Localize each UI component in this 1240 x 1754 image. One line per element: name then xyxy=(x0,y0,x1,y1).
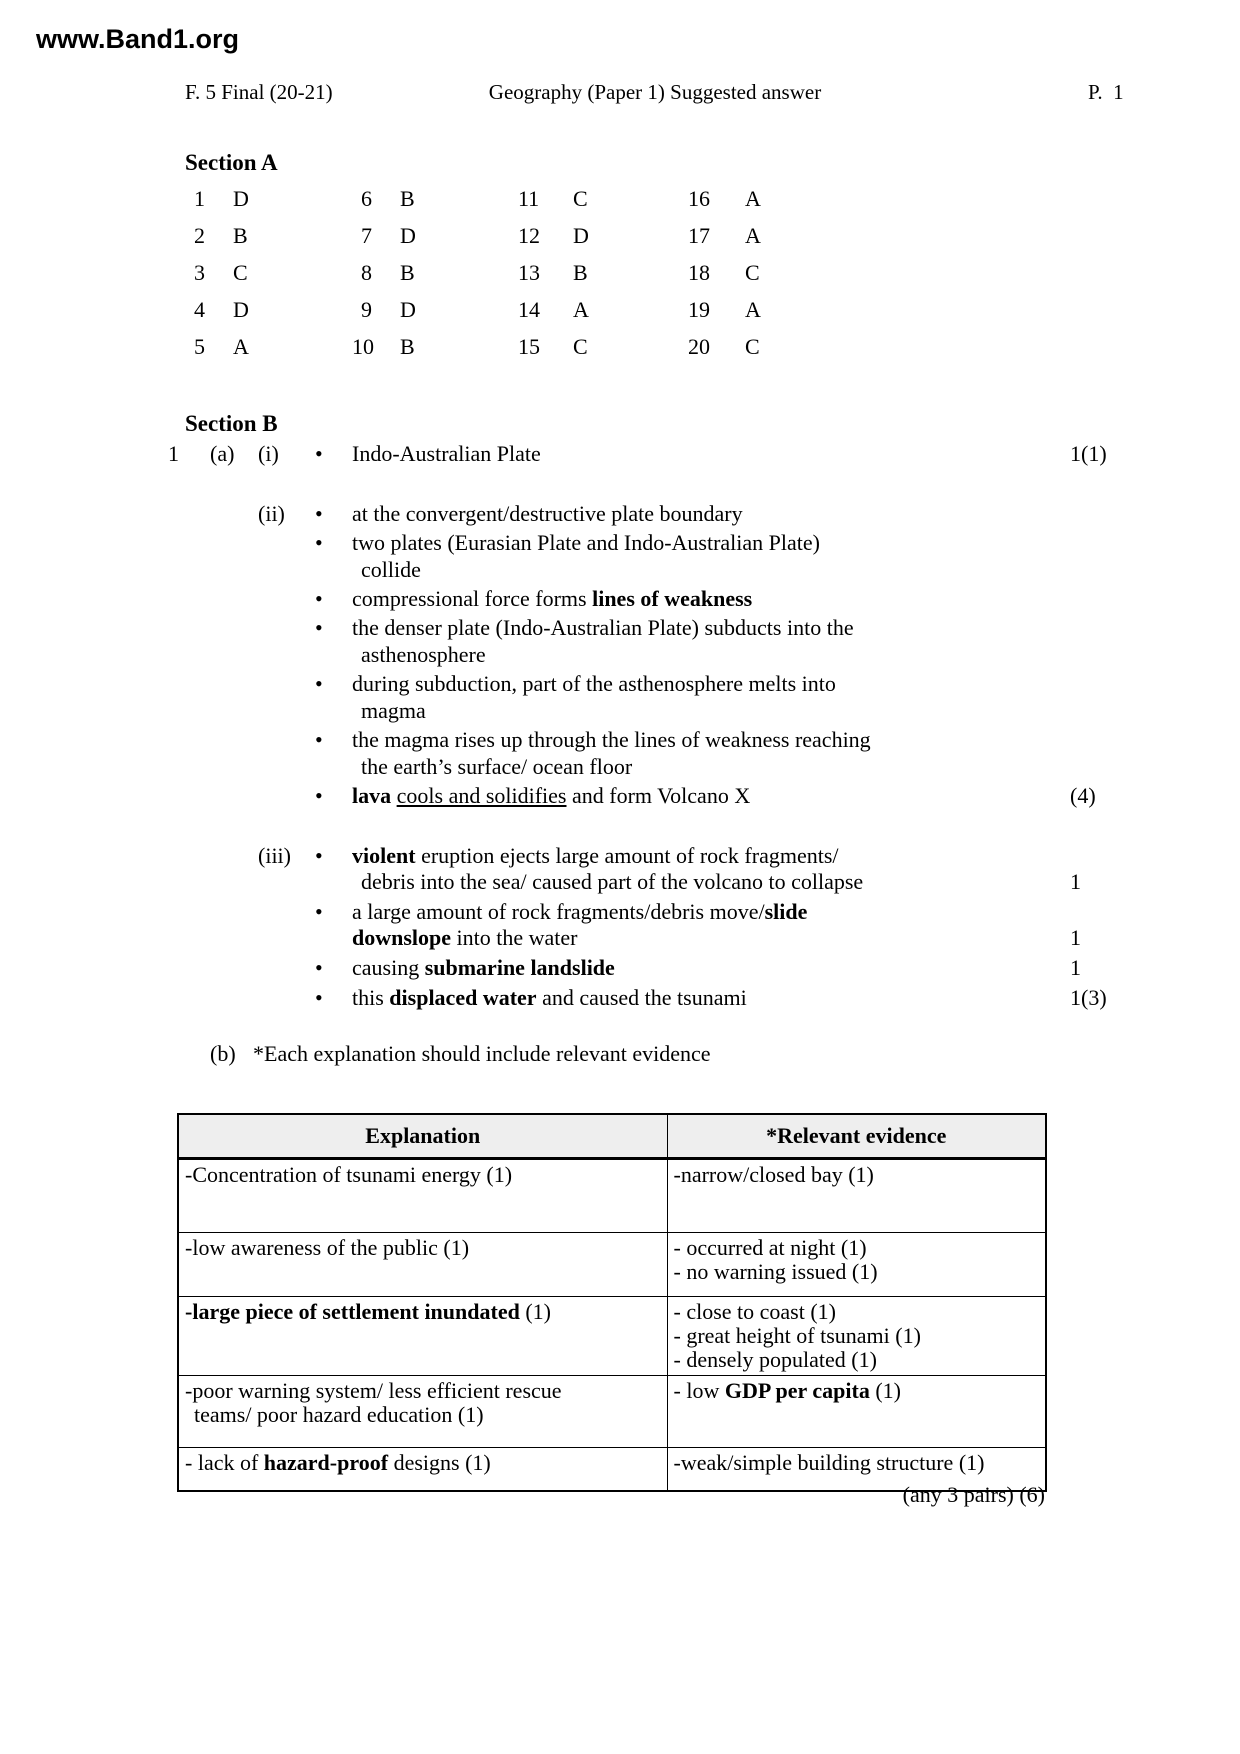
bullet-marker: • xyxy=(315,783,323,808)
answer-line xyxy=(0,529,1240,583)
answer-text: lava cools and solidifies and form Volcano X xyxy=(352,783,751,808)
mc-answer: D xyxy=(233,186,249,211)
mc-answer: C xyxy=(745,334,760,359)
answer-line xyxy=(0,500,1240,527)
table-header-explanation: Explanation xyxy=(178,1114,667,1159)
table-row xyxy=(178,1159,1046,1233)
mc-number: 1 xyxy=(194,186,205,211)
answer-line xyxy=(0,955,1240,981)
mc-number: 4 xyxy=(194,297,205,322)
bullet-marker: • xyxy=(315,727,323,752)
marks-value: 1 xyxy=(1070,955,1081,980)
section-b-title: Section B xyxy=(185,411,278,436)
answer-text: a large amount of rock fragments/debris move/slide downslope into the water xyxy=(352,899,808,950)
evidence-cell: - occurred at night (1) - no warning issued (1) xyxy=(667,1233,1046,1297)
mc-answer: A xyxy=(233,334,249,359)
bullet-marker: • xyxy=(315,899,323,924)
mc-number: 3 xyxy=(194,260,205,285)
answer-line xyxy=(0,843,1240,895)
mc-answer: A xyxy=(573,297,589,322)
mc-number: 16 xyxy=(688,186,710,211)
mc-answer: D xyxy=(573,223,589,248)
answer-part-i xyxy=(0,440,1240,467)
watermark: www.Band1.org xyxy=(36,24,240,54)
answer-line xyxy=(0,670,1240,724)
mc-answer: A xyxy=(745,223,761,248)
part-label: (iii) xyxy=(258,843,291,868)
question-sub-label: (a) xyxy=(210,441,235,466)
table-row xyxy=(178,1376,1046,1448)
mc-answer: B xyxy=(400,260,415,285)
bullet-marker: • xyxy=(315,501,323,526)
mc-number: 20 xyxy=(688,334,710,359)
table-row xyxy=(178,1233,1046,1297)
part-b-note xyxy=(210,1041,711,1067)
mc-answer: D xyxy=(400,297,416,322)
bullet-marker: • xyxy=(315,530,323,555)
marks-value: 1 xyxy=(1070,925,1081,950)
mc-answer: C xyxy=(745,260,760,285)
table-footnote: (any 3 pairs) (6) xyxy=(902,1482,1045,1507)
mc-number: 11 xyxy=(518,186,540,211)
marks-value: 1(3) xyxy=(1070,985,1107,1010)
answer-text: compressional force forms lines of weakness xyxy=(352,586,753,611)
marks-value: (4) xyxy=(1070,783,1096,808)
mc-number: 5 xyxy=(194,334,205,359)
section-a-title: Section A xyxy=(185,150,278,175)
explanation-cell: -poor warning system/ less efficient rescue teams/ poor hazard education (1) xyxy=(178,1376,667,1448)
evidence-cell: - low GDP per capita (1) xyxy=(667,1376,1046,1448)
bullet-marker: • xyxy=(315,615,323,640)
answer-text: two plates (Eurasian Plate and Indo-Australian Plate) collide xyxy=(352,530,820,582)
mc-answer: C xyxy=(573,186,588,211)
mc-answer: B xyxy=(233,223,248,248)
evidence-table xyxy=(177,1113,1047,1492)
mc-number: 12 xyxy=(518,223,540,248)
mc-number: 18 xyxy=(688,260,710,285)
question-number: 1 xyxy=(168,441,179,466)
part-label: (ii) xyxy=(258,501,285,526)
mc-answer: D xyxy=(233,297,249,322)
mc-answer: B xyxy=(400,186,415,211)
mc-answer-grid xyxy=(185,186,828,371)
mc-number: 13 xyxy=(518,260,540,285)
answer-part-ii xyxy=(0,500,1240,811)
part-b-text: *Each explanation should include relevant evidence xyxy=(253,1041,711,1066)
mc-number: 7 xyxy=(361,223,372,248)
evidence-cell: -weak/simple building structure (1) xyxy=(667,1448,1046,1492)
mc-number: 14 xyxy=(518,297,540,322)
answer-line xyxy=(0,585,1240,612)
header-page-number: P. 1 xyxy=(1088,80,1124,104)
answer-part-iii xyxy=(0,843,1240,1015)
header-exam-title: F. 5 Final (20-21) xyxy=(185,80,333,104)
mc-number: 9 xyxy=(361,297,372,322)
mc-number: 15 xyxy=(518,334,540,359)
answer-line xyxy=(0,985,1240,1011)
bullet-marker: • xyxy=(315,955,323,980)
mc-number: 6 xyxy=(361,186,372,211)
mc-answer: B xyxy=(573,260,588,285)
mc-number: 10 xyxy=(352,334,374,359)
part-label: (i) xyxy=(258,441,279,466)
marks-value: 1(1) xyxy=(1070,441,1107,466)
answer-text: violent eruption ejects large amount of rock fragments/ debris into the sea/ caused part of the volcano to collapse xyxy=(352,843,864,894)
answer-text: at the convergent/destructive plate boundary xyxy=(352,501,743,526)
mc-number: 17 xyxy=(688,223,710,248)
bullet-marker: • xyxy=(315,586,323,611)
explanation-cell: - lack of hazard-proof designs (1) xyxy=(178,1448,667,1492)
answer-text: the magma rises up through the lines of weakness reaching the earth’s surface/ ocean floor xyxy=(352,727,871,779)
evidence-cell: - close to coast (1) - great height of tsunami (1) - densely populated (1) xyxy=(667,1297,1046,1376)
mc-answer: A xyxy=(745,297,761,322)
explanation-cell: -low awareness of the public (1) xyxy=(178,1233,667,1297)
mc-number: 19 xyxy=(688,297,710,322)
marks-value: 1 xyxy=(1070,869,1081,894)
mc-answer: C xyxy=(233,260,248,285)
answer-line xyxy=(0,782,1240,809)
evidence-cell: -narrow/closed bay (1) xyxy=(667,1159,1046,1233)
mc-answer: A xyxy=(745,186,761,211)
answer-line xyxy=(0,440,1240,467)
answer-line xyxy=(0,899,1240,951)
header-paper-title: Geography (Paper 1) Suggested answer xyxy=(488,80,822,104)
table-header-row xyxy=(178,1114,1046,1159)
answer-text: during subduction, part of the asthenosphere melts into magma xyxy=(352,671,836,723)
answer-text: Indo-Australian Plate xyxy=(352,441,541,466)
answer-text: this displaced water and caused the tsunami xyxy=(352,985,747,1010)
table-row xyxy=(178,1297,1046,1376)
part-b-label: (b) xyxy=(210,1041,236,1066)
answer-text: causing submarine landslide xyxy=(352,955,615,980)
answer-line xyxy=(0,726,1240,780)
mc-answer: B xyxy=(400,334,415,359)
mc-answer: D xyxy=(400,223,416,248)
answer-line xyxy=(0,614,1240,668)
table-header-evidence: *Relevant evidence xyxy=(667,1114,1046,1159)
answer-text: the denser plate (Indo-Australian Plate) subducts into the asthenosphere xyxy=(352,615,854,667)
explanation-cell: -Concentration of tsunami energy (1) xyxy=(178,1159,667,1233)
mc-number: 8 xyxy=(361,260,372,285)
explanation-cell: -large piece of settlement inundated (1) xyxy=(178,1297,667,1376)
bullet-marker: • xyxy=(315,985,323,1010)
bullet-marker: • xyxy=(315,671,323,696)
mc-answer: C xyxy=(573,334,588,359)
bullet-marker: • xyxy=(315,441,323,466)
bullet-marker: • xyxy=(315,843,323,868)
mc-number: 2 xyxy=(194,223,205,248)
